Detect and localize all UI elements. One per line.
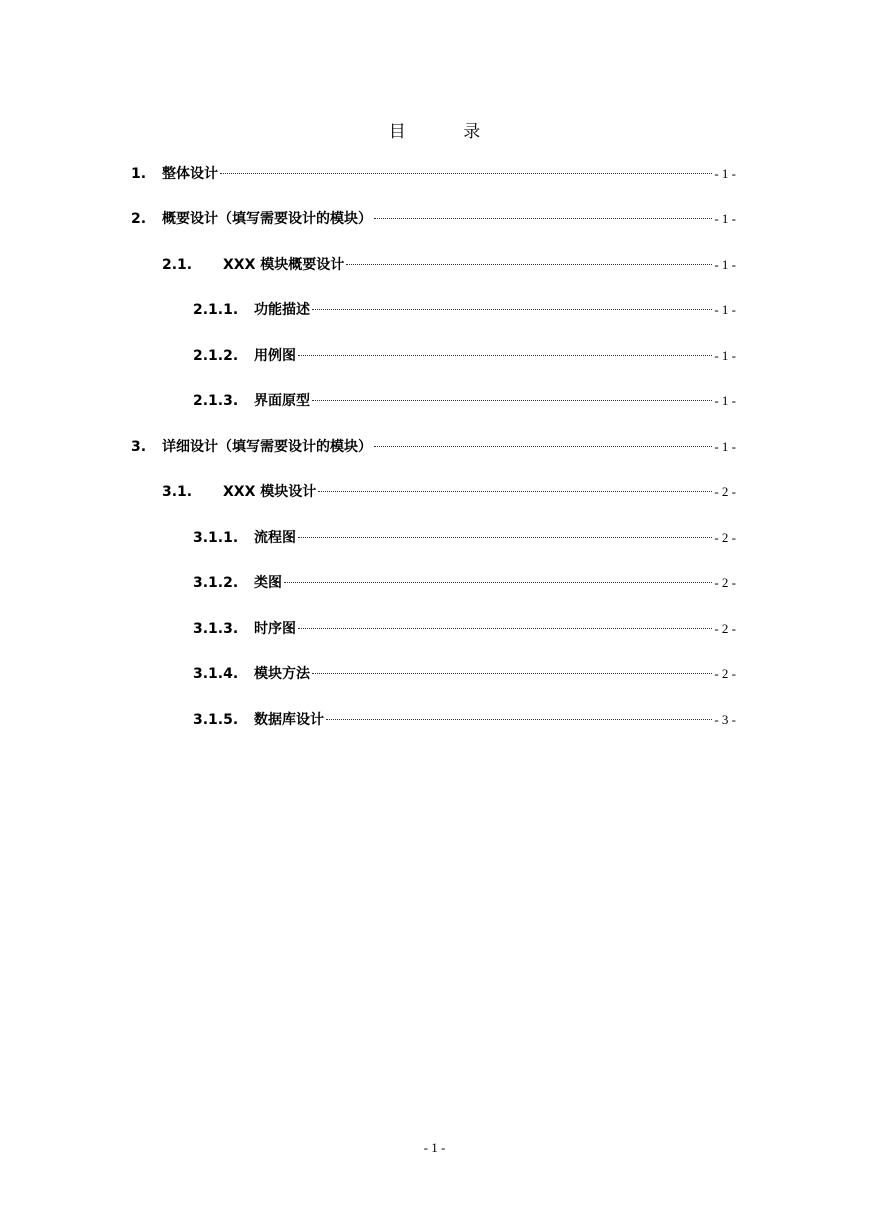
toc-entry-number: 1. [131, 166, 147, 182]
toc-title: 目 录 [388, 122, 507, 142]
toc-entry-label: 流程图 [254, 530, 296, 546]
toc-entry-number: 3.1.1. [193, 530, 239, 546]
page-number-footer: - 1 - [423, 1140, 446, 1155]
toc-entry-label: 概要设计（填写需要设计的模块） [162, 211, 372, 227]
toc-entry-number: 2. [131, 211, 147, 227]
toc-entry-number: 2.1. [162, 257, 193, 273]
toc-entry-page: - 1 - [714, 166, 736, 181]
toc-entry-number: 3.1. [162, 484, 193, 500]
toc-entry[interactable] [162, 482, 736, 502]
toc-entry[interactable] [193, 300, 736, 320]
toc-entry[interactable] [131, 437, 736, 457]
toc-entry[interactable] [193, 391, 736, 411]
toc-entry[interactable] [193, 346, 736, 366]
dot-leader [326, 719, 712, 720]
toc-entry[interactable] [193, 528, 736, 548]
toc-entry-number: 3.1.5. [193, 712, 239, 728]
toc-entry-label: 类图 [254, 575, 282, 591]
toc-entry-label: 详细设计（填写需要设计的模块） [162, 439, 372, 455]
toc-entry-label: XXX 模块设计 [223, 484, 317, 500]
toc-entry-label: 时序图 [254, 621, 296, 637]
toc-entry-page: - 1 - [714, 393, 736, 408]
toc-entry-number: 3.1.3. [193, 621, 239, 637]
dot-leader [220, 173, 712, 174]
toc-entry-number: 3.1.4. [193, 666, 239, 682]
toc-entry[interactable] [193, 710, 736, 730]
dot-leader [346, 264, 712, 265]
toc-entry-page: - 2 - [714, 484, 736, 499]
toc-entry[interactable] [193, 573, 736, 593]
toc-entry-label: XXX 模块概要设计 [223, 257, 345, 273]
toc-entry-label: 功能描述 [254, 302, 310, 318]
toc-entry-page: - 1 - [714, 439, 736, 454]
dot-leader [298, 355, 712, 356]
dot-leader [312, 400, 712, 401]
toc-entry-number: 3. [131, 439, 147, 455]
toc-entry-number: 2.1.2. [193, 348, 239, 364]
dot-leader [312, 673, 712, 674]
dot-leader [312, 309, 712, 310]
toc-entry-page: - 1 - [714, 302, 736, 317]
toc-entry-label: 用例图 [254, 348, 296, 364]
dot-leader [284, 582, 712, 583]
toc-entry-page: - 2 - [714, 530, 736, 545]
toc-entry-number: 2.1.1. [193, 302, 239, 318]
toc-entry-label: 界面原型 [254, 393, 310, 409]
toc-entry-page: - 1 - [714, 348, 736, 363]
toc-entry-label: 整体设计 [162, 166, 218, 182]
toc-entry-page: - 2 - [714, 621, 736, 636]
toc-entry-number: 2.1.3. [193, 393, 239, 409]
toc-entry-label: 模块方法 [254, 666, 310, 682]
dot-leader [318, 491, 712, 492]
toc-entry[interactable] [193, 619, 736, 639]
dot-leader [374, 218, 712, 219]
toc-entry[interactable] [162, 255, 736, 275]
dot-leader [298, 537, 712, 538]
toc-entry-page: - 3 - [714, 712, 736, 727]
toc-entry-page: - 1 - [714, 211, 736, 226]
toc-entry[interactable] [131, 164, 736, 184]
toc-entry-page: - 2 - [714, 666, 736, 681]
toc-entry-label: 数据库设计 [254, 712, 324, 728]
dot-leader [374, 446, 712, 447]
toc-entry-page: - 1 - [714, 257, 736, 272]
toc-entry[interactable] [131, 209, 736, 229]
dot-leader [298, 628, 712, 629]
toc-entry-number: 3.1.2. [193, 575, 239, 591]
toc-entry-page: - 2 - [714, 575, 736, 590]
toc-entry[interactable] [193, 664, 736, 684]
